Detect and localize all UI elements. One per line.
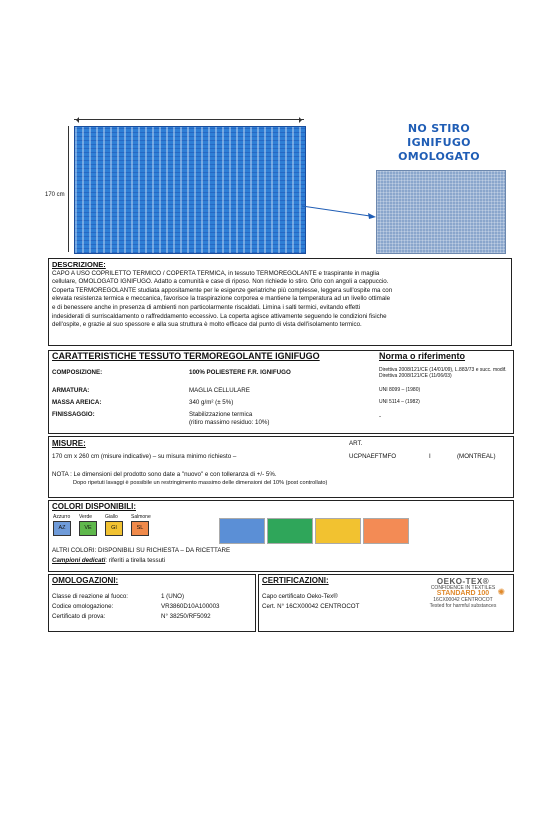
description-line: e di benessere anche in presenza di ambienti non particolarmente riscaldati. Limina i salti termici, evitando effetti bbox=[52, 303, 361, 311]
description-line: cellulare, OMOLOGATO IGNIFUGO. Adatto a comunità e case di riposo. Non richiede lo stiro. Orlo con angoli a cappuccio. bbox=[52, 278, 389, 286]
color-swatch-name: Giallo bbox=[105, 514, 118, 520]
description-line: Coperta TERMOREGOLANTE studiata appositamente per le esigenze geriatriche più complesse, leggera sull'ospite ma con bbox=[52, 286, 393, 294]
color-swatch-name: Verde bbox=[79, 514, 93, 520]
oeko-small-text: Tested for harmful substances bbox=[429, 603, 497, 609]
oeko-cert-number: 16CX00042 CENTROCOT bbox=[433, 597, 493, 603]
technical-section bbox=[48, 350, 514, 434]
row-label: ARMATURA: bbox=[52, 387, 90, 394]
art-label: ART. bbox=[349, 440, 363, 447]
height-label: 170 cm bbox=[45, 192, 65, 198]
product-sheet bbox=[44, 118, 518, 632]
oeko-tex-logo bbox=[419, 579, 507, 627]
color-sample-green bbox=[267, 518, 313, 544]
approval-value: 1 (UNO) bbox=[161, 593, 185, 600]
color-sample-blue bbox=[219, 518, 265, 544]
row-value: MAGLIA CELLULARE bbox=[189, 387, 250, 394]
row-value: 100% POLIESTERE F.R. IGNIFUGO bbox=[189, 369, 291, 376]
approval-label: Codice omologazione: bbox=[52, 603, 114, 610]
certifications-section bbox=[258, 574, 514, 632]
samples-label: Campioni dedicati bbox=[52, 557, 106, 564]
art-separator: I bbox=[429, 453, 431, 460]
description-line: indesiderati di surriscaldamento o raffreddamento eccessivo. La coperta agisce attivamente seguendo le condizioni fisiche bbox=[52, 312, 387, 320]
measures-section bbox=[48, 436, 514, 498]
note-text: NOTA : Le dimensioni del prodotto sono date a "nuovo" e con tolleranza di +/- 5%. bbox=[52, 471, 277, 478]
width-dimension-arrow bbox=[74, 119, 304, 120]
color-swatch-box: GI bbox=[105, 521, 123, 536]
oeko-standard: STANDARD 100 bbox=[436, 590, 490, 597]
fabric-image-large bbox=[74, 126, 306, 254]
approvals-section bbox=[48, 574, 256, 632]
headline-line-1: NO STIRO bbox=[407, 122, 471, 135]
description-line: dell'ospite, e grazie al suo spessore e alla sua struttura è molto efficace dal punto di vista dell'isolamento termico. bbox=[52, 321, 362, 329]
headline bbox=[369, 122, 509, 164]
description-section bbox=[48, 258, 512, 346]
certifications-title: CERTIFICAZIONI: bbox=[262, 576, 329, 585]
row-value-note: (ritiro massimo residuo: 10%) bbox=[189, 419, 270, 426]
samples-line bbox=[52, 557, 165, 565]
approval-label: Classe di reazione al fuoco: bbox=[52, 593, 129, 600]
color-sample-yellow bbox=[315, 518, 361, 544]
colors-title: COLORI DISPONIBILI: bbox=[52, 502, 136, 511]
note-text-2: Dopo ripetuti lavaggi è possibile un restringimento massimo delle dimensioni del 10% (post controllato) bbox=[73, 480, 328, 486]
technical-title: CARATTERISTICHE TESSUTO TERMOREGOLANTE IGNIFUGO bbox=[52, 351, 320, 361]
row-value: Stabilizzazione termica bbox=[189, 411, 253, 418]
description-line: CAPO A USO COPRILETTO TERMICO / COPERTA TERMICA, in tessuto TERMOREGOLANTE e traspirante in maglia bbox=[52, 269, 380, 277]
headline-line-2: IGNIFUGO bbox=[407, 136, 471, 149]
approvals-title: OMOLOGAZIONI: bbox=[52, 576, 119, 585]
oeko-brand: OEKO-TEX® bbox=[436, 577, 490, 586]
size-text: 170 cm x 260 cm (misure indicative) – su misura minimo richiesto – bbox=[52, 453, 237, 460]
oeko-subtitle: CONFIDENCE IN TEXTILES bbox=[430, 585, 496, 591]
row-norm: UNI 8099 – (1980) bbox=[379, 387, 421, 393]
measures-title: MISURE: bbox=[52, 439, 86, 448]
approval-value: N° 38250/RF5092 bbox=[161, 613, 211, 620]
row-label: MASSA AREICA: bbox=[52, 399, 102, 406]
art-code: UCPNAEFTMFO bbox=[349, 453, 397, 460]
art-name: (MONTREAL) bbox=[457, 453, 496, 460]
row-value: 340 g/m² (± 5%) bbox=[189, 399, 234, 406]
row-norm: UNI 5114 – (1982) bbox=[379, 399, 420, 405]
certification-line: Capo certificato Oeko-Tex® bbox=[262, 593, 338, 600]
color-sample-salmon bbox=[363, 518, 409, 544]
color-swatch-box: AZ bbox=[53, 521, 71, 536]
description-title: DESCRIZIONE: bbox=[52, 260, 106, 269]
row-label: COMPOSIZIONE: bbox=[52, 369, 103, 376]
approval-label: Certificato di prova: bbox=[52, 613, 106, 620]
color-swatch-box: SL bbox=[131, 521, 149, 536]
oeko-dots-icon: ✺ bbox=[497, 587, 505, 597]
other-colors-text: ALTRI COLORI: DISPONIBILI SU RICHIESTA – DA RICETTARE bbox=[52, 547, 231, 554]
color-swatch-name: Azzurro bbox=[53, 514, 71, 520]
colors-section bbox=[48, 500, 514, 572]
row-label: FINISSAGGIO: bbox=[52, 411, 95, 418]
norm-title: Norma o riferimento bbox=[379, 351, 466, 361]
height-dimension-line bbox=[45, 126, 69, 252]
pointer-arrow-icon bbox=[302, 204, 376, 222]
approval-value: VR3860D10A100003 bbox=[161, 603, 220, 610]
description-line: elevata resistenza termica e meccanica, favorisce la traspirazione corporea e mantiene la temperatura ad un livello ottimale bbox=[52, 295, 391, 303]
color-swatch-box: VE bbox=[79, 521, 97, 536]
color-swatch-name: Salmone bbox=[131, 514, 151, 520]
samples-text: : riferiti a tirella tessuti bbox=[105, 557, 166, 564]
row-norm: - bbox=[379, 413, 382, 420]
certification-number: Cert. N° 16CX00042 CENTROCOT bbox=[262, 603, 360, 610]
row-norm: Direttiva 2008/121/CE (14/01/09), L.883/73 e succ. modif. Direttiva 2008/121/CE (11/06/03) bbox=[379, 367, 507, 379]
fabric-image-detail bbox=[376, 170, 506, 254]
headline-line-3: OMOLOGATO bbox=[398, 150, 480, 163]
